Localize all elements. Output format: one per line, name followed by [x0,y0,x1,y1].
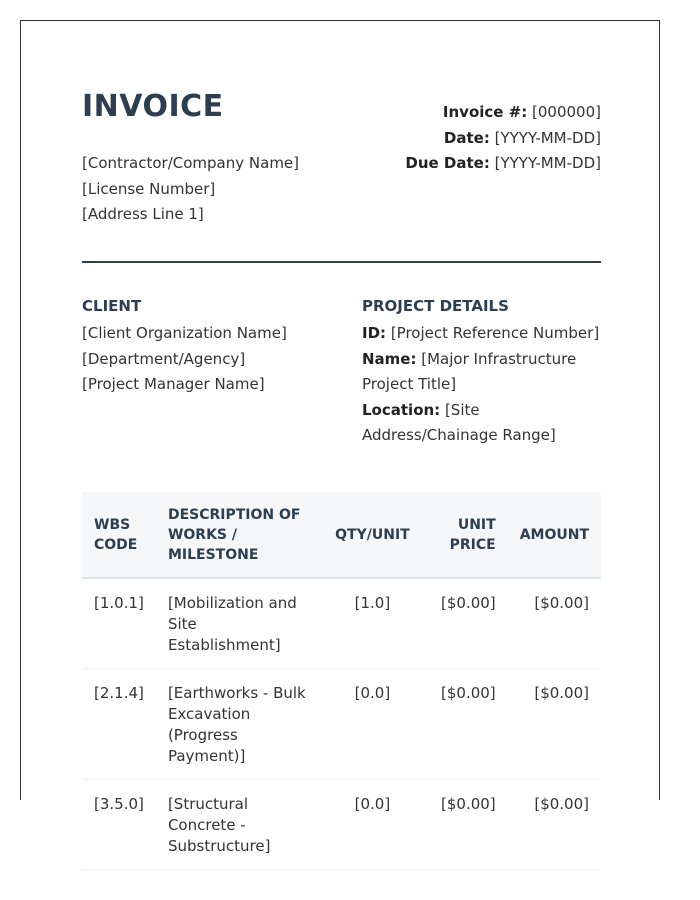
header-price-line2: PRICE [449,537,496,553]
invoice-date-value: [YYYY-MM-DD] [494,128,601,147]
table-row [82,780,601,870]
header-desc-line1: DESCRIPTION OF [167,507,301,523]
header-wbs-code [82,492,156,578]
company-block [82,151,299,228]
line-items-table [82,492,601,870]
project-name-value: [Major Infrastructure Project Title] [362,349,577,393]
invoice-due-label: Due Date: [405,154,490,172]
client-section [82,297,342,398]
invoice-meta [405,100,601,177]
project-location-label: Location: [362,400,441,419]
company-address: [Address Line 1] [82,205,204,223]
header-price-line1: UNIT [457,517,496,533]
header-amount: AMOUNT [519,527,589,543]
header-wbs-line2: CODE [94,537,138,553]
header-qty-unit: QTY/UNIT [335,527,410,543]
cell-wbs-code: [2.1.4] [82,669,156,780]
client-heading: CLIENT [82,297,142,315]
table-header-row [82,492,601,578]
client-details [82,321,342,398]
cell-wbs-code: [3.5.0] [82,780,156,870]
company-license: [License Number] [82,179,216,198]
invoice-date-line [405,126,601,152]
cell-unit-price: [$0.00] [422,669,508,780]
table-header [82,492,601,578]
invoice-due-line [405,151,601,177]
invoice-number-line [405,100,601,126]
invoice-number-value: [000000] [532,103,601,121]
project-details [362,321,607,449]
cell-qty: [1.0] [323,578,422,669]
project-id-value: [Project Reference Number] [390,324,600,342]
header-desc-line2: WORKS / MILESTONE [167,527,259,563]
table-row [82,578,601,669]
cell-unit-price: [$0.00] [422,578,508,669]
project-id-label: ID: [362,324,387,342]
table-body [82,578,601,870]
project-location-line [362,398,607,449]
cell-description: [Earthworks - Bulk Excavation (Progress Payment)] [156,669,323,780]
project-section [362,297,607,449]
cell-unit-price: [$0.00] [422,780,508,870]
cell-amount: [$0.00] [508,780,601,870]
invoice-date-label: Date: [443,128,490,147]
client-manager: [Project Manager Name] [82,375,265,393]
cell-qty: [0.0] [323,780,422,870]
client-organization: [Client Organization Name] [82,324,287,342]
project-name-line [362,347,607,398]
table-row [82,669,601,780]
cell-qty: [0.0] [323,669,422,780]
cell-amount: [$0.00] [508,669,601,780]
project-name-label: Name: [362,349,417,368]
invoice-page [20,20,660,855]
project-heading: PROJECT DETAILS [362,297,509,315]
cell-description: [Structural Concrete - Substructure] [156,780,323,870]
project-id-line [362,321,607,347]
invoice-number-label: Invoice #: [442,103,528,121]
project-location-value: [Site Address/Chainage Range] [362,400,556,444]
header-unit-price [422,492,508,578]
header-wbs-line1: WBS [94,517,131,533]
cell-description: [Mobilization and Site Establishment] [156,578,323,669]
invoice-title: INVOICE [82,89,224,124]
header-divider [82,261,601,263]
client-department: [Department/Agency] [82,349,246,368]
company-name: [Contractor/Company Name] [82,154,300,172]
header-description [156,492,323,578]
invoice-due-value: [YYYY-MM-DD] [494,154,601,172]
cell-amount: [$0.00] [508,578,601,669]
cell-wbs-code: [1.0.1] [82,578,156,669]
